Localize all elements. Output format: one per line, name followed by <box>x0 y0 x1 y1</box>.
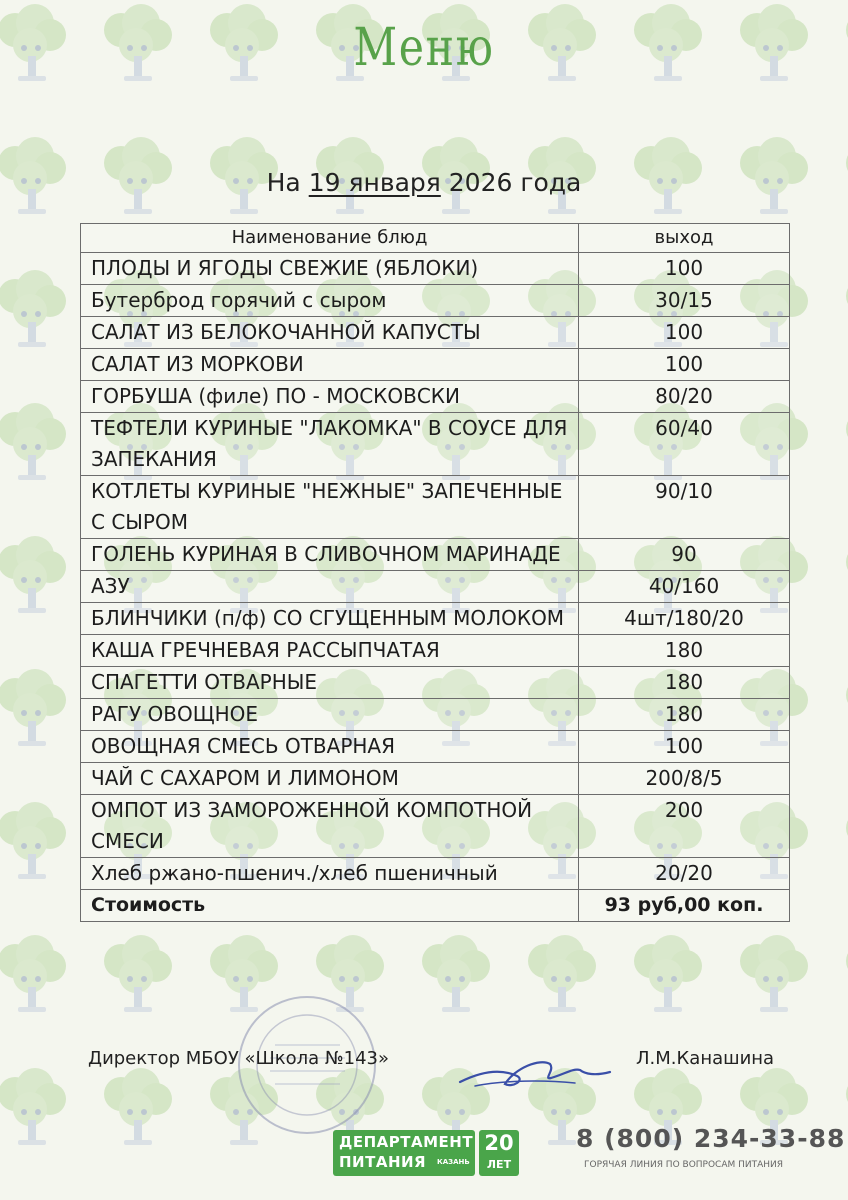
dish-name: ОВОЩНАЯ СМЕСЬ ОТВАРНАЯ <box>81 731 579 763</box>
total-value: 93 руб,00 коп. <box>579 890 790 922</box>
dish-portion: 20/20 <box>579 858 790 890</box>
date-prefix: На <box>266 168 301 197</box>
table-row <box>81 539 790 571</box>
dish-portion: 80/20 <box>579 381 790 413</box>
table-row <box>81 763 790 795</box>
table-row <box>81 349 790 381</box>
hotline-number: 8 (800) 234-33-88 <box>576 1124 846 1153</box>
department-logo <box>333 1130 523 1176</box>
logo-city: КАЗАНЬ <box>437 1158 470 1166</box>
dish-portion: 200 <box>579 795 790 858</box>
table-row <box>81 253 790 285</box>
dish-name: Бутерброд горячий с сыром <box>81 285 579 317</box>
dish-portion: 180 <box>579 699 790 731</box>
logo-years-label: ЛЕТ <box>486 1158 512 1171</box>
dish-name: ОМПОТ ИЗ ЗАМОРОЖЕННОЙ КОМПОТНОЙ СМЕСИ <box>81 795 579 858</box>
table-row <box>81 476 790 539</box>
dish-name: САЛАТ ИЗ БЕЛОКОЧАННОЙ КАПУСТЫ <box>81 317 579 349</box>
dish-portion: 90/10 <box>579 476 790 539</box>
signer-name: Л.М.Канашина <box>636 1048 775 1069</box>
dish-portion: 200/8/5 <box>579 763 790 795</box>
total-label: Стоимость <box>81 890 579 922</box>
menu-table <box>80 223 790 922</box>
dish-name: ПЛОДЫ И ЯГОДЫ СВЕЖИЕ (ЯБЛОКИ) <box>81 253 579 285</box>
table-row <box>81 317 790 349</box>
dish-name: КАША ГРЕЧНЕВАЯ РАССЫПЧАТАЯ <box>81 635 579 667</box>
dish-name: РАГУ ОВОЩНОЕ <box>81 699 579 731</box>
date-year: 2026 года <box>448 168 582 197</box>
table-header-row <box>81 224 790 253</box>
table-row <box>81 571 790 603</box>
dish-name: ГОРБУША (филе) ПО - МОСКОВСКИ <box>81 381 579 413</box>
dish-portion: 60/40 <box>579 413 790 476</box>
logo-main-block <box>333 1130 475 1176</box>
table-row <box>81 699 790 731</box>
logo-years: 20 <box>484 1131 514 1155</box>
menu-date <box>0 168 848 197</box>
dish-portion: 30/15 <box>579 285 790 317</box>
dish-portion: 40/160 <box>579 571 790 603</box>
dish-portion: 100 <box>579 253 790 285</box>
header-dish-name: Наименование блюд <box>81 224 579 253</box>
dish-name: Хлеб ржано-пшенич./хлеб пшеничный <box>81 858 579 890</box>
table-row <box>81 667 790 699</box>
table-row <box>81 635 790 667</box>
dish-portion: 180 <box>579 635 790 667</box>
dish-portion: 100 <box>579 349 790 381</box>
hotline-caption: ГОРЯЧАЯ ЛИНИЯ ПО ВОПРОСАМ ПИТАНИЯ <box>584 1160 784 1170</box>
table-row <box>81 285 790 317</box>
table-row <box>81 381 790 413</box>
date-day-month: 19 января <box>308 168 441 197</box>
table-row <box>81 731 790 763</box>
dish-name: ГОЛЕНЬ КУРИНАЯ В СЛИВОЧНОМ МАРИНАДЕ <box>81 539 579 571</box>
page-title: Меню <box>353 18 495 78</box>
signature-icon <box>455 1050 615 1095</box>
table-row <box>81 603 790 635</box>
table-row <box>81 413 790 476</box>
table-row <box>81 795 790 858</box>
dish-name: САЛАТ ИЗ МОРКОВИ <box>81 349 579 381</box>
header-portion: выход <box>579 224 790 253</box>
dish-name: БЛИНЧИКИ (п/ф) СО СГУЩЕННЫМ МОЛОКОМ <box>81 603 579 635</box>
logo-line-2: ПИТАНИЯ <box>339 1153 427 1171</box>
dish-portion: 100 <box>579 731 790 763</box>
dish-name: КОТЛЕТЫ КУРИНЫЕ "НЕЖНЫЕ" ЗАПЕЧЕННЫЕ С СЫРОМ <box>81 476 579 539</box>
logo-line-1: ДЕПАРТАМЕНТ <box>339 1133 474 1151</box>
dish-name: СПАГЕТТИ ОТВАРНЫЕ <box>81 667 579 699</box>
dish-name: АЗУ <box>81 571 579 603</box>
dish-name: ТЕФТЕЛИ КУРИНЫЕ "ЛАКОМКА" В СОУСЕ ДЛЯ ЗАПЕКАНИЯ <box>81 413 579 476</box>
dish-portion: 90 <box>579 539 790 571</box>
director-title: Директор МБОУ «Школа №143» <box>88 1048 390 1069</box>
dish-portion: 180 <box>579 667 790 699</box>
dish-portion: 100 <box>579 317 790 349</box>
logo-anniversary-block <box>479 1130 519 1176</box>
total-row <box>81 890 790 922</box>
dish-name: ЧАЙ С САХАРОМ И ЛИМОНОМ <box>81 763 579 795</box>
dish-portion: 4шт/180/20 <box>579 603 790 635</box>
table-row <box>81 858 790 890</box>
